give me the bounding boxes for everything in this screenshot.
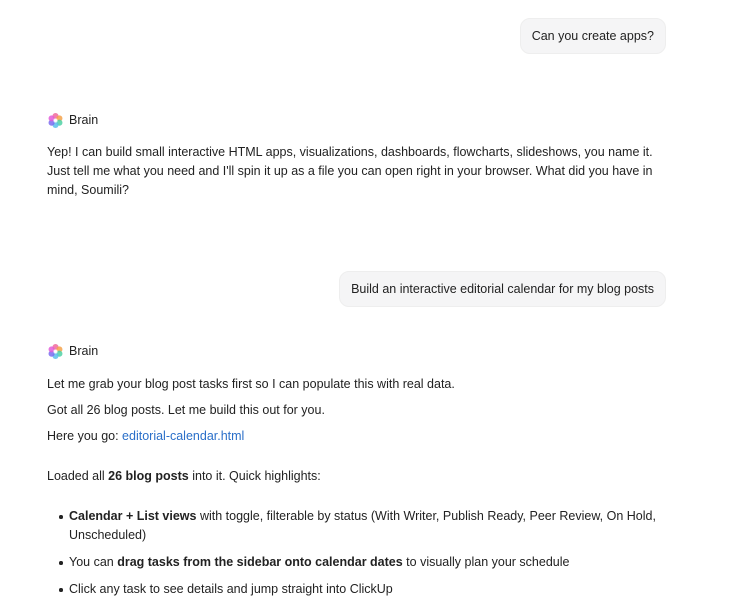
here-prefix: Here you go:: [47, 429, 123, 443]
assistant-header: [47, 342, 98, 360]
assistant-message-line: Got all 26 blog posts. Let me build this out for you.: [47, 403, 325, 417]
assistant-message-line: Let me grab your blog post tasks first so I can populate this with real data.: [47, 377, 455, 391]
bullet-bold: drag tasks from the sidebar onto calendar dates: [117, 555, 403, 569]
highlights-list: [59, 507, 659, 607]
loaded-count: 26 blog posts: [108, 469, 189, 483]
bullet-text: to visually plan your schedule: [402, 555, 570, 569]
bullet-bold: Calendar + List views: [69, 509, 197, 523]
user-message-bubble: [520, 18, 666, 54]
loaded-prefix: Loaded all: [47, 469, 109, 483]
assistant-name: Brain: [69, 113, 99, 127]
list-item: [59, 553, 659, 572]
user-message-text: Can you create apps?: [531, 29, 654, 43]
user-message-bubble: [339, 271, 666, 307]
list-item: [59, 580, 659, 599]
assistant-message-text: Yep! I can build small interactive HTML apps, visualizations, dashboards, flowcharts, slideshows, you name it. Just tell me what you need and I'll spin it up as a file you can open right in your browser. What did you have in mind, Soumili?: [47, 145, 653, 197]
bullet-text: with toggle, filterable by status (With Writer, Publish Ready, Peer Review, On Hold, Unscheduled): [69, 509, 656, 542]
user-message-text: Build an interactive editorial calendar for my blog posts: [351, 282, 654, 296]
list-item: [59, 507, 659, 545]
bullet-text: Click any task to see details and jump straight into ClickUp: [69, 582, 393, 596]
brain-flower-icon: [47, 343, 64, 360]
assistant-message-line: [47, 467, 321, 486]
assistant-message-line: [47, 427, 244, 446]
file-link[interactable]: editorial-calendar.html: [122, 429, 245, 443]
brain-flower-icon: [47, 112, 64, 129]
assistant-name: Brain: [69, 344, 99, 358]
loaded-suffix: into it. Quick highlights:: [188, 469, 321, 483]
bullet-prefix: You can: [69, 555, 118, 569]
assistant-header: [47, 111, 98, 129]
